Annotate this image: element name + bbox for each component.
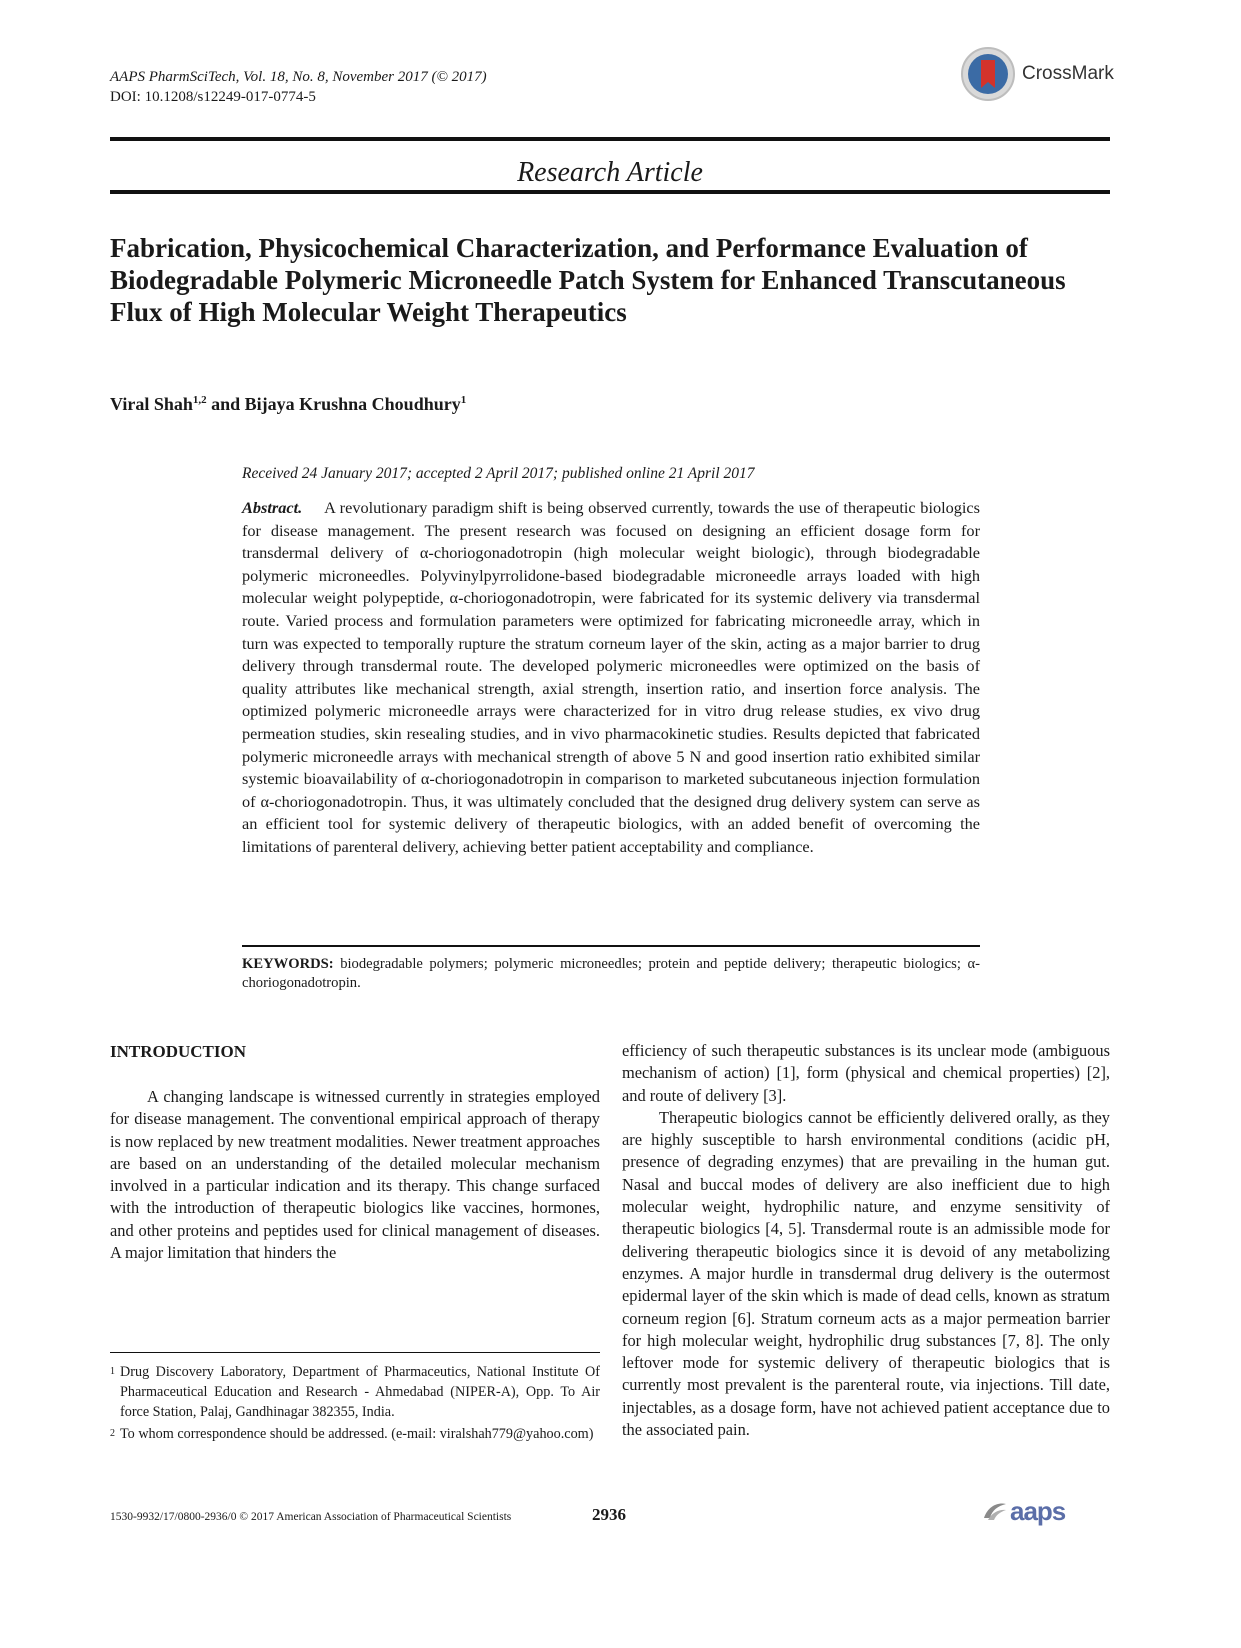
footnote	[110, 1424, 600, 1444]
abstract-text: A revolutionary paradigm shift is being observed currently, towards the use of therapeutic biologics for disease management. The present research was focused on designing an efficient dosage form for transdermal delivery of α-choriogonadotropin (high molecular weight biologic), through biodegradable polymeric microneedles. Polyvinylpyrrolidone-based biodegradable microneedle arrays loaded with high molecular weight polypeptide, α-choriogonadotropin, were fabricated for its systemic delivery via transdermal route. Varied process and formulation parameters were optimized for fabricating microneedle array, which in turn was expected to temporally rupture the stratum corneum layer of the skin, acting as a major barrier to drug delivery through transdermal route. The developed polymeric microneedles were optimized on the basis of quality attributes like mechanical strength, axial strength, insertion ratio, and insertion force analysis. The optimized polymeric microneedle arrays were characterized for in vitro drug release studies, ex vivo drug permeation studies, skin resealing studies, and in vivo pharmacokinetic studies. Results depicted that fabricated polymeric microneedle arrays with mechanical strength of above 5 N and good insertion ratio exhibited similar systemic bioavailability of α-choriogonadotropin in comparison to marketed subcutaneous injection formulation of α-choriogonadotropin. Thus, it was ultimately concluded that the designed drug delivery system can serve as an efficient tool for systemic delivery of therapeutic biologics, with an added benefit of overcoming the limitations of parenteral delivery, achieving better patient acceptability and compliance.	[242, 498, 980, 856]
page-number: 2936	[592, 1505, 626, 1524]
abstract-label: Abstract.	[242, 498, 303, 517]
crossmark-label: CrossMark	[1022, 63, 1114, 84]
affiliation-mark: 1,2	[192, 394, 207, 406]
top-rule	[110, 137, 1110, 141]
footnote-mark: 1	[110, 1366, 115, 1377]
section-heading: INTRODUCTION	[110, 1042, 247, 1061]
body-paragraph: Therapeutic biologics cannot be efficiently delivered orally, as they are highly susceptible to harsh environmental conditions (acidic pH, presence of degrading enzymes) that are prevailing in the human gut. Nasal and buccal modes of delivery are also inefficient due to high molecular weight, hydrophilic nature, and enzyme sensitivity of therapeutic biologics [4, 5]. Transdermal route is an admissible mode for delivering therapeutic biologics since it is devoid of any metabolizing enzymes. A major hurdle in transdermal drug delivery is the outermost epidermal layer of the skin which is made of dead cells, known as stratum corneum region [6]. Stratum corneum acts as a major permeation barrier for high molecular weight, hydrophilic drug substances [7, 8]. The only leftover mode for systemic delivery of therapeutic biologics that is currently most prevalent is the parenteral route, via injections. Till date, injectables, as a dosage form, have not achieved patient acceptance due to the associated pain.	[622, 1107, 1110, 1440]
aaps-logo-text: aaps	[1010, 1496, 1066, 1526]
publisher-logo	[982, 1496, 1112, 1526]
keywords-rule	[242, 945, 980, 947]
affiliation-mark: 1	[460, 394, 467, 406]
journal-citation: AAPS PharmSciTech, Vol. 18, No. 8, November 2017 (© 2017)	[110, 69, 487, 85]
crossmark-badge[interactable]	[960, 46, 1114, 102]
footnotes	[110, 1362, 600, 1446]
keywords-text: biodegradable polymers; polymeric microneedles; protein and peptide delivery; therapeutic biologics; α-choriogonadotropin.	[242, 956, 980, 991]
author-line	[110, 394, 466, 415]
copyright-line: 1530-9932/17/0800-2936/0 © 2017 American Association of Pharmaceutical Scientists	[110, 1511, 512, 1523]
footnote-rule	[110, 1352, 600, 1353]
article-title: Fabrication, Physicochemical Characterization, and Performance Evaluation of Biodegradable Polymeric Microneedle Patch System for Enhanced Transcutaneous Flux of High Molecular Weight Therapeutics	[110, 233, 1066, 327]
author-name[interactable]: Bijaya Krushna Choudhury	[244, 394, 461, 414]
footnote-text[interactable]: To whom correspondence should be addressed. (e-mail: viralshah779@yahoo.com)	[120, 1426, 594, 1442]
received-dates: Received 24 January 2017; accepted 2 April 2017; published online 21 April 2017	[242, 465, 755, 482]
keywords-label: KEYWORDS:	[242, 956, 334, 972]
abstract	[242, 497, 980, 859]
aaps-swoosh-icon	[982, 1500, 1008, 1522]
crossmark-icon	[960, 46, 1016, 102]
author-name[interactable]: Viral Shah	[110, 394, 193, 414]
author-conjunction: and	[206, 394, 245, 414]
intro-paragraph: A changing landscape is witnessed currently in strategies employed for disease management. The conventional empirical approach of therapy is now replaced by new treatment modalities. Newer treatment approaches are based on an understanding of the detailed molecular mechanism involved in a particular indication and its therapy. This change surfaced with the introduction of therapeutic biologics like vaccines, hormones, and other proteins and peptides used for clinical management of diseases. A major limitation that hinders the	[110, 1087, 600, 1263]
body-paragraph: efficiency of such therapeutic substances is its unclear mode (ambiguous mechanism of action) [1], form (physical and chemical properties) [2], and route of delivery [3].	[622, 1041, 1110, 1105]
right-column	[622, 1040, 1110, 1441]
footnote	[110, 1362, 600, 1422]
footnote-mark: 2	[110, 1428, 115, 1439]
keywords	[242, 955, 980, 993]
doi[interactable]: DOI: 10.1208/s12249-017-0774-5	[110, 89, 316, 105]
footnote-text: Drug Discovery Laboratory, Department of Pharmaceutics, National Institute Of Pharmaceutical Education and Research - Ahmedabad (NIPER-A), Opp. To Air force Station, Palaj, Gandhinagar 382355, India.	[120, 1364, 600, 1420]
article-type: Research Article	[517, 157, 703, 188]
section-rule	[110, 190, 1110, 194]
